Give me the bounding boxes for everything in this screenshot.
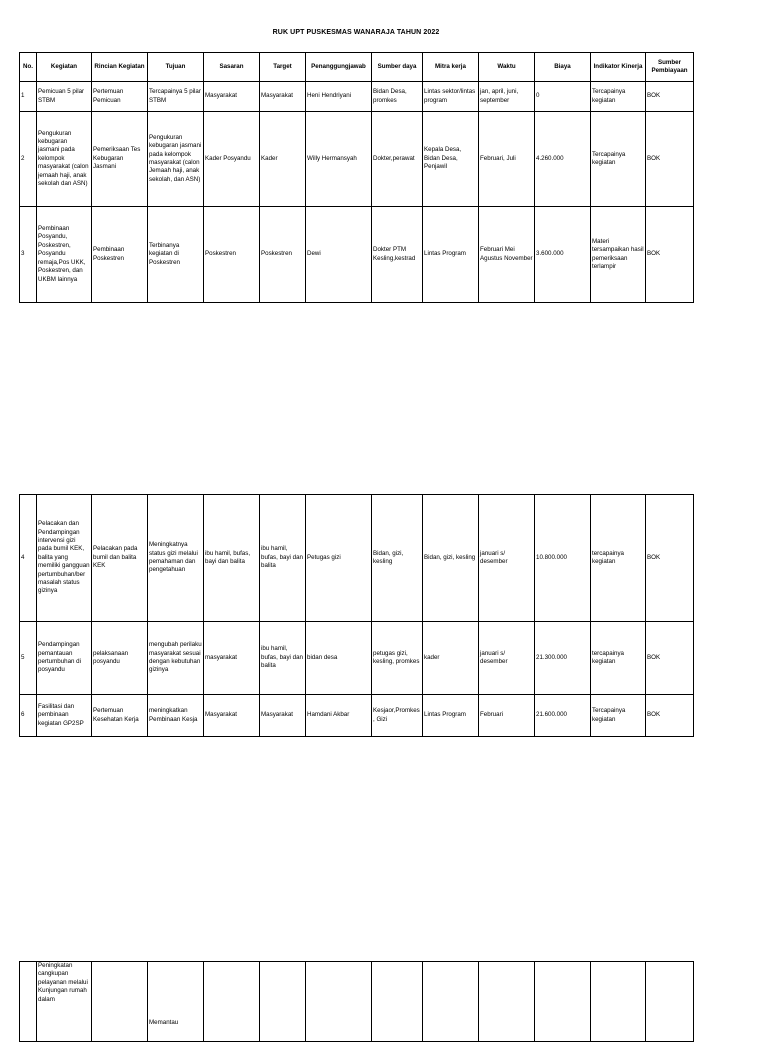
document-title: RUK UPT PUSKESMAS WANARAJA TAHUN 2022	[272, 29, 440, 36]
cell-waktu	[479, 962, 535, 1042]
table-row	[20, 112, 694, 207]
table-row	[20, 622, 694, 695]
cell-waktu: januari s/ desember	[479, 622, 535, 695]
table-header-row	[20, 53, 694, 82]
cell-target: Kader	[260, 112, 306, 207]
cell-sumber-pembiayaan: BOK	[646, 695, 694, 737]
cell-sasaran: ibu hamil, bufas, bayi dan balita	[204, 495, 260, 622]
cell-indikator: Tercapainya kegiatan	[591, 112, 646, 207]
cell-sumber-pembiayaan: BOK	[646, 207, 694, 303]
col-header-waktu: Waktu	[479, 53, 535, 82]
table-row	[20, 495, 694, 622]
cell-rincian: pelaksanaan posyandu	[92, 622, 148, 695]
cell-tujuan: Pengukuran kebugaran jasmani pada kelompok masyarakat (calon Jemaah haji, anak sekolah, dan ASN)	[148, 112, 204, 207]
cell-rincian: Pelacakan pada bumil dan balita KEK	[92, 495, 148, 622]
cell-target: ibu hamil, bufas, bayi dan balita	[260, 622, 306, 695]
cell-sumber-daya: Kesjaor,Promkes, Gizi	[372, 695, 423, 737]
cell-waktu: jan, april, juni, september	[479, 82, 535, 112]
cell-no: 2	[20, 112, 37, 207]
col-header-sumber-pembiayaan: Sumber Pembiayaan	[646, 53, 694, 82]
cell-sasaran: Poskestren	[204, 207, 260, 303]
cell-biaya	[535, 962, 591, 1042]
col-header-biaya: Biaya	[535, 53, 591, 82]
table-row	[20, 82, 694, 112]
cell-mitra-kerja: Lintas Program	[423, 695, 479, 737]
table-row	[20, 207, 694, 303]
cell-sumber-daya: Bidan, gizi, kesling	[372, 495, 423, 622]
col-header-no: No.	[20, 53, 37, 82]
cell-tujuan: Meningkatnya status gizi melalui pemahaman dan pengetahuan	[148, 495, 204, 622]
cell-kegiatan: Pembinaan Posyandu, Poskestren, Posyandu remaja,Pos UKK, Poskestren, dan UKBM lainnya	[37, 207, 92, 303]
cell-penanggungjawab: Heni Hendriyani	[306, 82, 372, 112]
ruk-table-page-3	[19, 961, 694, 1042]
col-header-rincian-kegiatan: Rincian Kegiatan	[92, 53, 148, 82]
col-header-kegiatan: Kegiatan	[37, 53, 92, 82]
cell-biaya: 10.800.000	[535, 495, 591, 622]
cell-biaya: 4.260.000	[535, 112, 591, 207]
cell-target: Masyarakat	[260, 695, 306, 737]
col-header-penanggungjawab: Penanggungjawab	[306, 53, 372, 82]
cell-target: Masyarakat	[260, 82, 306, 112]
cell-mitra-kerja: Lintas Program	[423, 207, 479, 303]
cell-mitra-kerja: Lintas sektor/lintas program	[423, 82, 479, 112]
cell-biaya: 21.600.000	[535, 695, 591, 737]
cell-sasaran: masyarakat	[204, 622, 260, 695]
cell-sumber-daya	[372, 962, 423, 1042]
ruk-table-page-1	[19, 52, 694, 303]
col-header-indikator-kinerja: Indikator Kinerja	[591, 53, 646, 82]
table-row	[20, 695, 694, 737]
cell-waktu: Februari Mei Agustus November	[479, 207, 535, 303]
cell-mitra-kerja: Bidan, gizi, kesling	[423, 495, 479, 622]
cell-indikator	[591, 962, 646, 1042]
cell-sumber-daya: petugas gizi, kesling, promkes	[372, 622, 423, 695]
ruk-table-page-2	[19, 494, 694, 737]
cell-tujuan: Terbinanya kegiatan di Poskestren	[148, 207, 204, 303]
cell-rincian: Pemeriksaan Tes Kebugaran Jasmani	[92, 112, 148, 207]
cell-sumber-pembiayaan: BOK	[646, 82, 694, 112]
cell-tujuan: mengubah perilaku masyarakat sesuai dengan kebutuhan gizinya	[148, 622, 204, 695]
cell-penanggungjawab: Dewi	[306, 207, 372, 303]
cell-no	[20, 962, 37, 1042]
col-header-target: Target	[260, 53, 306, 82]
cell-no: 6	[20, 695, 37, 737]
cell-target	[260, 962, 306, 1042]
cell-sumber-pembiayaan	[646, 962, 694, 1042]
cell-penanggungjawab: Hamdani Akbar	[306, 695, 372, 737]
cell-waktu: Februari, Juli	[479, 112, 535, 207]
cell-kegiatan: Pendampingan pemantauan pertumbuhan di posyandu	[37, 622, 92, 695]
cell-rincian: Pertemuan Kesehatan Kerja	[92, 695, 148, 737]
cell-no: 3	[20, 207, 37, 303]
table-row	[20, 962, 694, 1042]
col-header-tujuan: Tujuan	[148, 53, 204, 82]
cell-biaya: 3.600.000	[535, 207, 591, 303]
cell-rincian: Pembinaan Poskestren	[92, 207, 148, 303]
cell-mitra-kerja	[423, 962, 479, 1042]
cell-waktu: januari s/ desember	[479, 495, 535, 622]
cell-rincian	[92, 962, 148, 1042]
cell-indikator: Tercapainya kegiatan	[591, 695, 646, 737]
cell-kegiatan: Pelacakan dan Pendampingan intervensi gizi pada bumil KEK, balita yang memiliki gangguan pertumbuhan/bermasalah status gizinya	[37, 495, 92, 622]
cell-target: Poskestren	[260, 207, 306, 303]
cell-kegiatan: Fasilitasi dan pembinaan kegiatan GP2SP	[37, 695, 92, 737]
cell-biaya: 0	[535, 82, 591, 112]
cell-sasaran: Masyarakat	[204, 82, 260, 112]
cell-penanggungjawab: Willy Hermansyah	[306, 112, 372, 207]
cell-no: 1	[20, 82, 37, 112]
cell-sumber-daya: Bidan Desa, promkes	[372, 82, 423, 112]
cell-waktu: Februari	[479, 695, 535, 737]
cell-indikator: tercapainya kegiatan	[591, 622, 646, 695]
cell-sasaran	[204, 962, 260, 1042]
cell-sumber-pembiayaan: BOK	[646, 622, 694, 695]
col-header-mitra-kerja: Mitra kerja	[423, 53, 479, 82]
cell-indikator: Tercapainya kegiatan	[591, 82, 646, 112]
col-header-sasaran: Sasaran	[204, 53, 260, 82]
cell-indikator: Materi tersampaikan hasil pemeriksaan terlampir	[591, 207, 646, 303]
cell-mitra-kerja: kader	[423, 622, 479, 695]
cell-biaya: 21.300.000	[535, 622, 591, 695]
cell-sasaran: Masyarakat	[204, 695, 260, 737]
cell-sumber-daya: Dokter PTM Kesling,kestrad	[372, 207, 423, 303]
cell-kegiatan: Pengukuran kebugaran jasmani pada kelompok masyarakat (calon jemaah haji, anak sekolah dan ASN)	[37, 112, 92, 207]
cell-penanggungjawab	[306, 962, 372, 1042]
cell-kegiatan: Pemicuan 5 pilar STBM	[37, 82, 92, 112]
cell-indikator: tercapainya kegiatan	[591, 495, 646, 622]
col-header-sumber-daya: Sumber daya	[372, 53, 423, 82]
cell-no: 4	[20, 495, 37, 622]
cell-sumber-pembiayaan: BOK	[646, 495, 694, 622]
cell-tujuan: Memantau	[148, 962, 204, 1042]
cell-target: ibu hamil, bufas, bayi dan balita	[260, 495, 306, 622]
cell-penanggungjawab: Petugas gizi	[306, 495, 372, 622]
cell-sumber-daya: Dokter,perawat	[372, 112, 423, 207]
cell-no: 5	[20, 622, 37, 695]
cell-sumber-pembiayaan: BOK	[646, 112, 694, 207]
cell-mitra-kerja: Kepala Desa, Bidan Desa, Penjawil	[423, 112, 479, 207]
cell-sasaran: Kader Posyandu	[204, 112, 260, 207]
cell-penanggungjawab: bidan desa	[306, 622, 372, 695]
cell-tujuan: Tercapainya 5 pilar STBM	[148, 82, 204, 112]
cell-tujuan: meningkatkan Pembinaan Kesja	[148, 695, 204, 737]
cell-kegiatan: Peningkatan cangkupan pelayanan melalui Kunjungan rumah dalam	[37, 962, 92, 1042]
cell-rincian: Pertemuan Pemicuan	[92, 82, 148, 112]
